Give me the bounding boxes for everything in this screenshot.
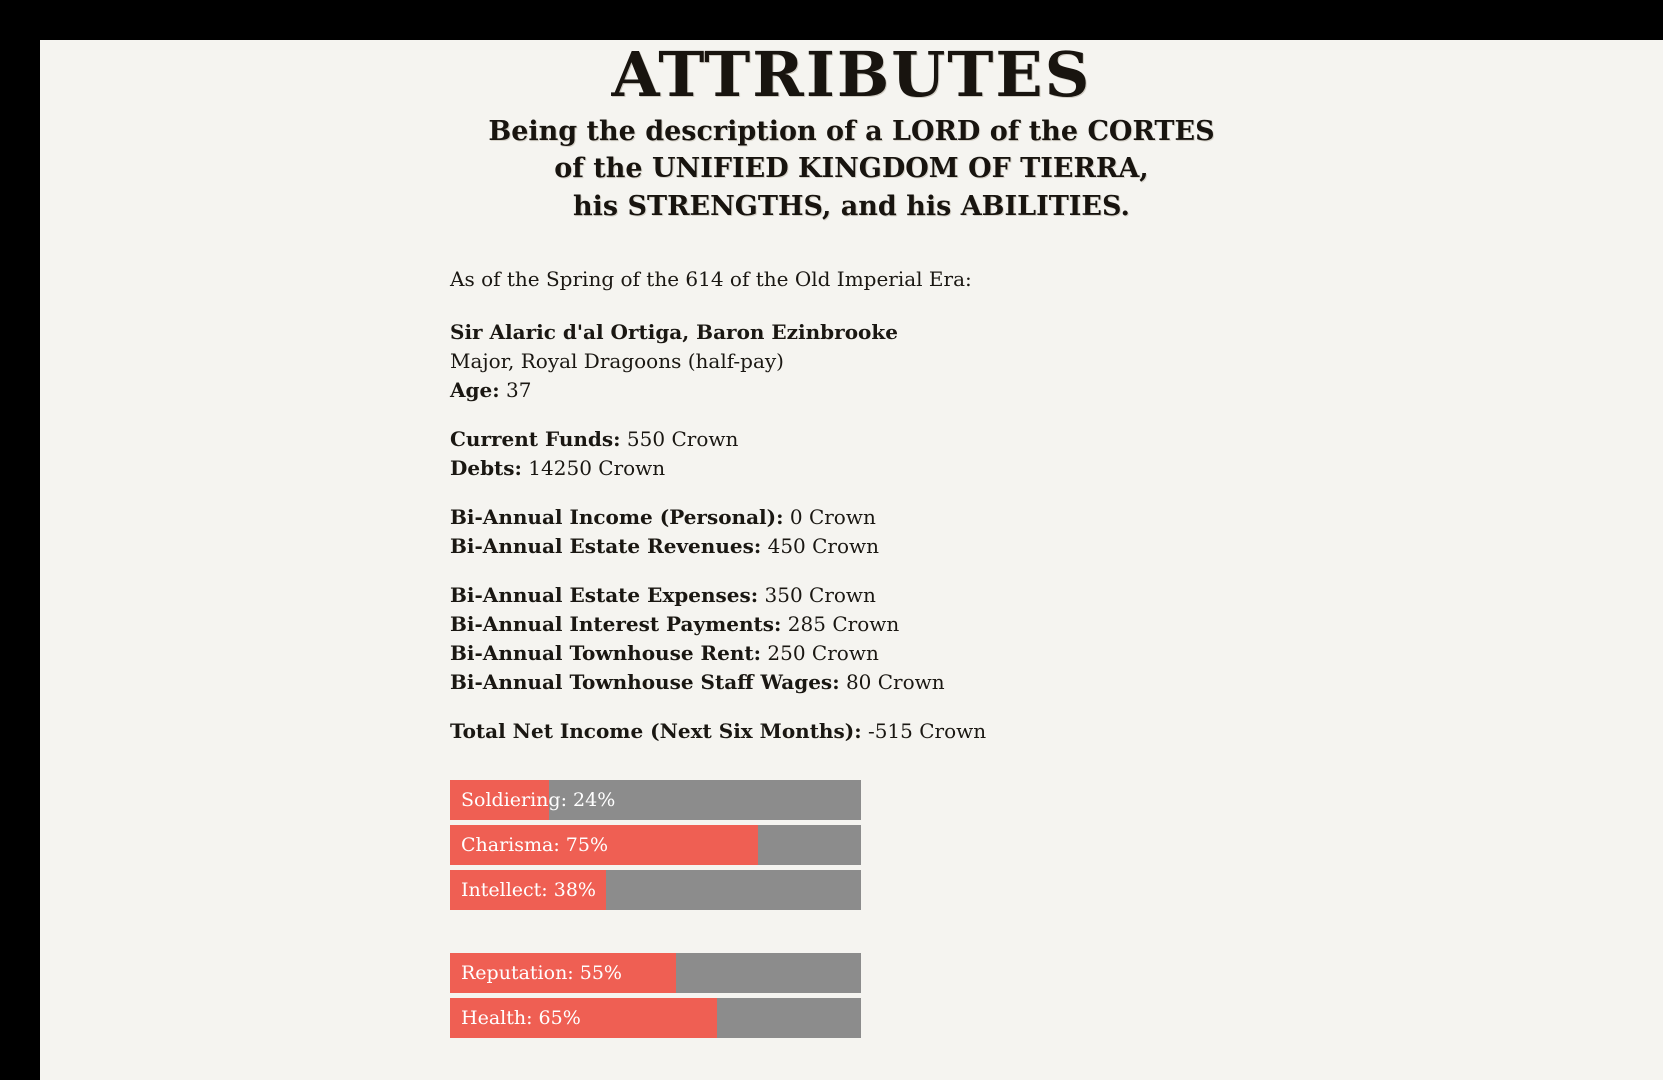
date-line: As of the Spring of the 614 of the Old Imperial Era: bbox=[450, 266, 972, 291]
income-personal-value: 0 Crown bbox=[789, 504, 876, 529]
page-title: ATTRIBUTES bbox=[611, 40, 1092, 111]
age-label: Age: bbox=[450, 377, 500, 402]
townhouse-rent-label: Bi-Annual Townhouse Rent: bbox=[450, 640, 762, 665]
attribute-bars bbox=[40, 780, 1663, 1038]
current-funds-value: 550 Crown bbox=[626, 426, 739, 451]
attribute-bar-label: Intellect: 38% bbox=[461, 878, 596, 901]
character-name bbox=[450, 318, 1663, 347]
debts-value: 14250 Crown bbox=[528, 455, 666, 480]
subtitle-line-3: his STRENGTHS, and his ABILITIES. bbox=[573, 190, 1130, 222]
estate-revenues-value: 450 Crown bbox=[767, 533, 880, 558]
character-age bbox=[450, 376, 1663, 405]
attribute-bar-charisma bbox=[450, 825, 861, 865]
interest-payments-row bbox=[450, 610, 1663, 639]
bar-group-separator bbox=[450, 915, 1663, 953]
page-subtitle bbox=[40, 113, 1663, 225]
townhouse-staff-wages-value: 80 Crown bbox=[845, 669, 945, 694]
age-value: 37 bbox=[505, 377, 532, 402]
sheet-header bbox=[40, 40, 1663, 225]
character-rank: Major, Royal Dragoons (half-pay) bbox=[450, 348, 784, 373]
total-net-income-label: Total Net Income (Next Six Months): bbox=[450, 718, 862, 743]
attribute-bar-label: Charisma: 75% bbox=[461, 833, 609, 856]
attribute-bar-reputation bbox=[450, 953, 861, 993]
attribute-bar-soldiering bbox=[450, 780, 861, 820]
income-personal-row bbox=[450, 503, 1663, 532]
townhouse-rent-row bbox=[450, 639, 1663, 668]
estate-expenses-row bbox=[450, 581, 1663, 610]
attribute-bar-label: Soldiering: 24% bbox=[461, 788, 616, 811]
current-funds-row bbox=[450, 425, 1663, 454]
townhouse-staff-wages-row bbox=[450, 668, 1663, 697]
estate-revenues-label: Bi-Annual Estate Revenues: bbox=[450, 533, 762, 558]
interest-payments-value: 285 Crown bbox=[787, 611, 900, 636]
income-personal-label: Bi-Annual Income (Personal): bbox=[450, 504, 784, 529]
townhouse-rent-value: 250 Crown bbox=[767, 640, 879, 665]
character-sheet-page bbox=[40, 40, 1663, 1080]
attribute-bar-health bbox=[450, 998, 861, 1038]
attribute-bar-intellect bbox=[450, 870, 861, 910]
debts-row bbox=[450, 454, 1663, 483]
estate-expenses-value: 350 Crown bbox=[764, 582, 876, 607]
attribute-bar-label: Reputation: 55% bbox=[461, 961, 622, 984]
debts-label: Debts: bbox=[450, 455, 522, 480]
current-funds-label: Current Funds: bbox=[450, 426, 621, 451]
estate-revenues-row bbox=[450, 532, 1663, 561]
subtitle-line-1: Being the description of a LORD of the CORTES bbox=[488, 116, 1215, 148]
interest-payments-label: Bi-Annual Interest Payments: bbox=[450, 611, 782, 636]
total-net-income-row bbox=[450, 717, 1663, 746]
attribute-bar-label: Health: 65% bbox=[461, 1006, 581, 1029]
townhouse-staff-wages-label: Bi-Annual Townhouse Staff Wages: bbox=[450, 669, 840, 694]
character-name-text: Sir Alaric d'al Ortiga, Baron Ezinbrooke bbox=[450, 319, 898, 344]
estate-expenses-label: Bi-Annual Estate Expenses: bbox=[450, 582, 759, 607]
subtitle-line-2: of the UNIFIED KINGDOM OF TIERRA, bbox=[554, 153, 1149, 185]
character-summary bbox=[40, 265, 1663, 746]
total-net-income-value: -515 Crown bbox=[867, 718, 987, 743]
